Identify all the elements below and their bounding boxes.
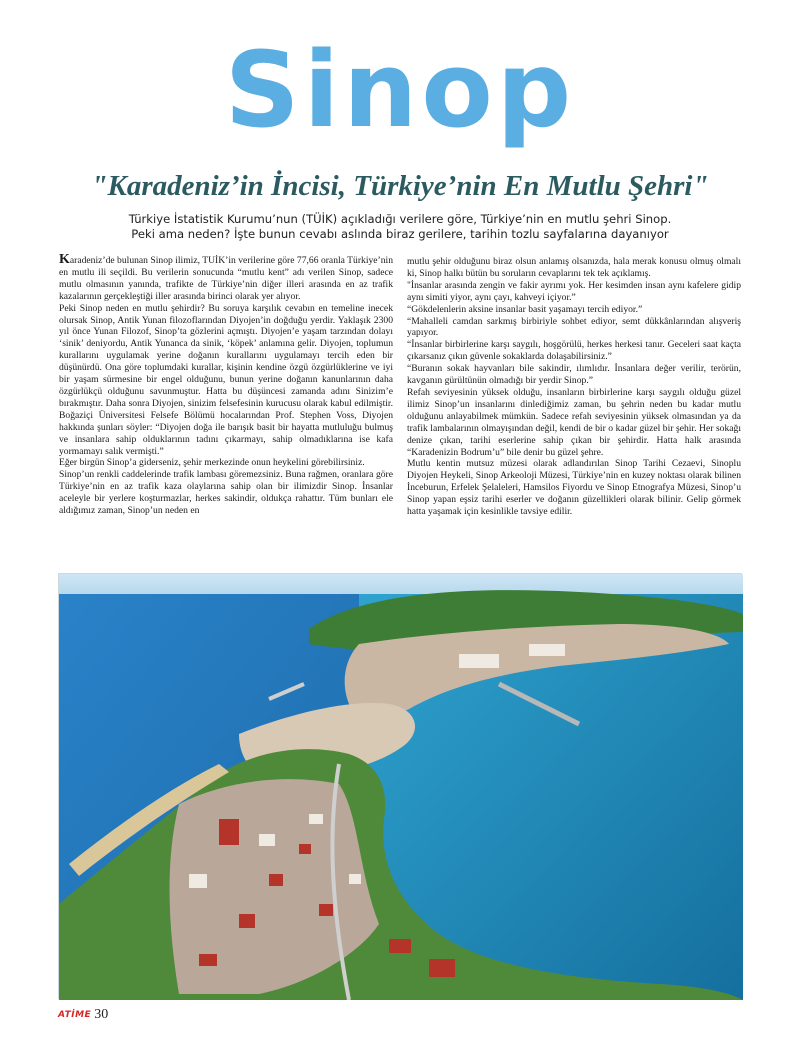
paragraph: “Gökdelenlerin aksine insanlar basit yaşamayı tercih ediyor.” <box>407 303 643 315</box>
paragraph <box>59 254 393 303</box>
paragraph: Mutlu kentin mutsuz müzesi olarak adlandırılan Sinop Tarihi Cezaevi, Sinoplu Diyojen Heykeli, Sinop Arkeoloji Müzesi, Türkiye’nin en kuzey noktası olarak bilinen İnceburun, Erfelek Şelaleleri, Hamsilos Fiyordu ve Sinop Etnografya Müzesi, Sinop’u Sinop yapan eşsiz tarihi eserler ve doğanın güzellikleri olarak bilinir. Gelip görmek hatta yaşamak için kesinlikle tavsiye edilir. <box>407 458 741 518</box>
paragraph-text: aradeniz’de bulunan Sinop ilimiz, TUİK’in verilerine göre 77,66 oranla Türkiye’nin en mutlu ili seçildi. Bu verilerin sonucunda “mutlu kent” adı verilen Sinop, sadece mutlu olmasının yanında, trafikte de Türkiye’nin diğer illeri arasında en az trafik kazalarının gerçekleştiği iller arasında birinci olarak yer alıyor. <box>59 255 393 302</box>
lead-line: Peki ama neden? İşte bunun cevabı aslında biraz gerilere, tarihin tozlu sayfalarına dayanıyor <box>131 227 669 241</box>
dropcap: K <box>59 254 70 267</box>
article-subtitle: "Karadeniz’in İncisi, Türkiye’nin En Mutlu Şehri" <box>91 170 709 202</box>
left-column <box>59 254 393 568</box>
aerial-photo-illustration <box>59 574 743 1000</box>
page-number: 30 <box>94 1007 109 1022</box>
paragraph: "İnsanlar arasında zengin ve fakir ayrımı yok. Her kesimden insan aynı kafelere gidip aynı simiti yiyor, aynı çayı, kahveyi içiyor.” <box>407 279 741 303</box>
article-lead <box>0 212 800 242</box>
paragraph: Refah seviyesinin yüksek olduğu, insanların birbirlerine karşı saygılı olduğu güzel ilimiz Sinop’un insanlarını dinlediğimiz zaman, bu şehrin neden bu kadar mutlu olduğunu anlayabilmek mümkün. Sadece refah seviyesinin yüksek olmasından ya da trafik lambalarının olmayışından değil, kendi de bir o kadar güzel bir şehir. Her sokağı denize çıkan, tarihi eserlerine sahip çıkan bir şehirdir. Hatta halk arasında “Karadenizin Bodrum’u” bile denir bu güzel şehre. <box>407 386 741 458</box>
paragraph: Eğer birgün Sinop’a giderseniz, şehir merkezinde onun heykelini görebilirsiniz. <box>59 457 365 469</box>
right-column <box>407 256 741 570</box>
paragraph: “İnsanlar birbirlerine karşı saygılı, hoşgörülü, herkes herkesi tanır. Geceleri saat kaçta çıkarsanız çıkın güvenle sokaklarda dolaşabilirsiniz.” <box>407 339 741 363</box>
article-title: Sinop <box>224 29 576 151</box>
lead-line: Türkiye İstatistik Kurumu’nun (TÜİK) açıkladığı verilere göre, Türkiye’nin en mutlu şehri Sinop. <box>128 212 672 226</box>
paragraph: Peki Sinop neden en mutlu şehirdir? Bu soruya karşılık cevabın en temeline inecek olursak Sinop, Antik Yunan filozoflarından Diyojen’in doğduğu yerdir. Yaklaşık 2300 yıl önce Yunan Filozof, Sinop’ta gözlerini açmıştı. Diyojen’e yaşam tarzından dolayı ‘sinik’ deniyordu, Antik Yunanca da sinik, ‘köpek’ anlamına gelir. Diyojen, toplumun kurallarını uygulamak yerine doğanın kurallarını uygulamayı tercih eden bir düşünürdü. Ona göre toplumdaki kurallar, kişinin kendine özgü özgürlüklerine ve iyi bir yaşam sürmesine bir engel olduğunu, bunun yerine doğanın kanunlarının daha özgürlükçü olduğunu savunmuştur. Hatta bu düşüncesi zamanda adını Sinizim’e bırakmıştır. Daha sonra Diyojen, sinizim felsefesinin kurucusu olarak kabul edilmiştir. Boğaziçi Üniversitesi Felsefe Bölümü hocalarından Prof. Stephen Voss, Diyojen hakkında şunları söyler: “Diyojen doğa ile barışık basit bir hayatta mutluluğu bulmuş ve insanlara sahip olduklarının tadını çıkarmayı, sahip olmadıklarına ise kafa yormamayı salık vermişti.” <box>59 302 393 457</box>
paragraph: mutlu şehir olduğunu biraz olsun anlamış olsanızda, hala merak konusu olmuş olmalı ki, Sinop halkı bütün bu soruların cevaplarını tek tek açıklamış. <box>407 256 741 279</box>
aerial-city-photo <box>58 573 742 999</box>
magazine-logo: ATİME <box>58 1010 92 1020</box>
page-footer <box>58 1004 108 1026</box>
paragraph: “Mahalleli camdan sarkmış birbiriyle sohbet ediyor, semt dükkânlarından alışveriş yapıyor. <box>407 315 741 339</box>
paragraph: “Buranın sokak hayvanları bile sakindir, ılımlıdır. İnsanlara değer verilir, terörün, kavganın gürültünün olmadığı bir yerdir Sinop.” <box>407 363 741 387</box>
paragraph: Sinop’un renkli caddelerinde trafik lambası göremezsiniz. Buna rağmen, oranlara göre Türkiye’nin en az trafik kaza olaylarına sahip olan bir ilimizdir Sinop. İnsanlar aceleyle bir yerlere koşturmazlar, herkes sakindir, oldukça rahattır. Tüm bunları ele aldığımız zaman, Sinop’un neden en <box>59 469 393 517</box>
